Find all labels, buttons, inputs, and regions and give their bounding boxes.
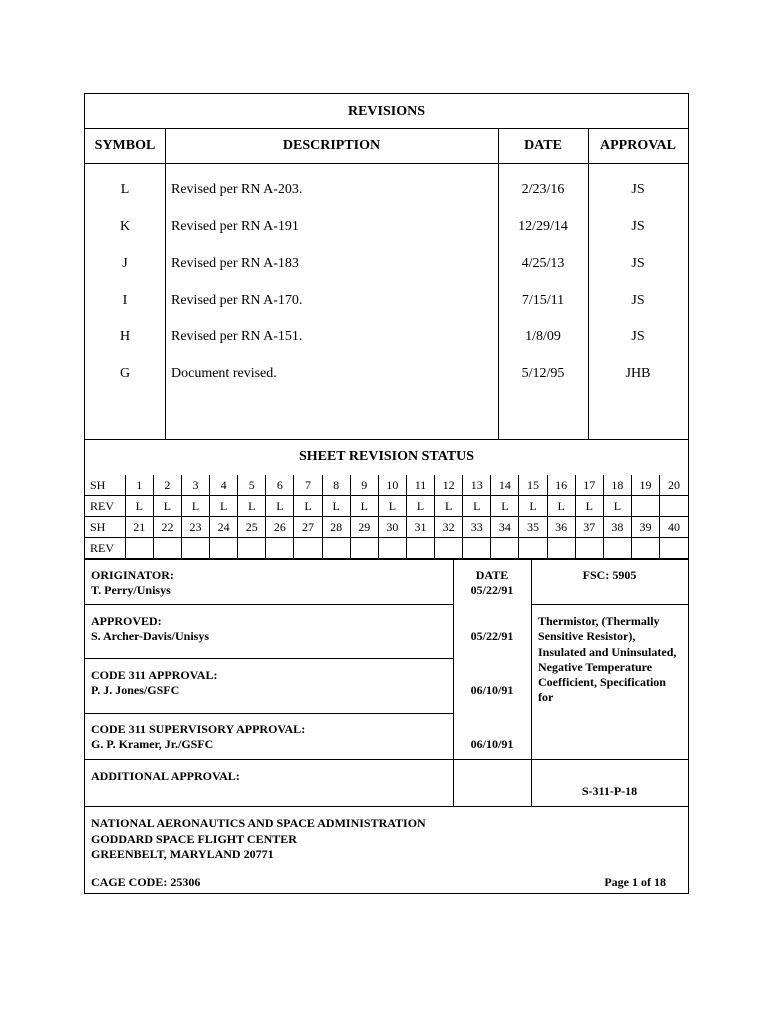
sheet-number: 12 — [435, 475, 463, 496]
originator-date: 05/22/91 — [470, 583, 514, 597]
sh-label: SH — [85, 475, 125, 496]
document-title — [538, 614, 676, 706]
approval-header: APPROVAL — [600, 138, 676, 153]
sheet-number: 16 — [547, 475, 575, 496]
divider — [85, 559, 688, 560]
rev-value — [631, 496, 659, 517]
revision-symbol: L — [120, 182, 130, 197]
sheet-number: 4 — [210, 475, 238, 496]
rev-value — [266, 538, 294, 559]
approved-date: 05/22/91 — [470, 629, 514, 643]
sheet-number: 14 — [491, 475, 519, 496]
fsc-code: FSC: 5905 — [582, 568, 637, 582]
rev-value: L — [378, 496, 406, 517]
divider — [85, 604, 453, 605]
additional-approval-label: ADDITIONAL APPROVAL: — [91, 769, 240, 783]
sh-label: SH — [85, 517, 125, 538]
document-number: S-311-P-18 — [581, 784, 638, 798]
code311-date: 06/10/91 — [470, 683, 514, 697]
supervisory-name: G. P. Kramer, Jr./GSFC — [91, 737, 214, 751]
revision-symbol: K — [119, 219, 131, 234]
revision-symbol: G — [119, 366, 131, 381]
divider — [85, 439, 688, 440]
rev-value: L — [406, 496, 434, 517]
page-number: Page 1 of 18 — [604, 875, 666, 889]
sheet-number: 35 — [519, 517, 547, 538]
rev-value — [125, 538, 153, 559]
sheet-number: 30 — [378, 517, 406, 538]
revision-approval: JS — [631, 182, 645, 197]
revision-date: 2/23/16 — [521, 182, 565, 197]
rev-value: L — [547, 496, 575, 517]
cage-code: CAGE CODE: 25306 — [91, 875, 201, 889]
revision-description: Document revised. — [171, 366, 277, 381]
rev-value — [435, 538, 463, 559]
rev-label: REV — [85, 538, 125, 559]
organization-line: GODDARD SPACE FLIGHT CENTER — [91, 831, 297, 846]
rev-value: L — [294, 496, 322, 517]
rev-value — [603, 538, 631, 559]
divider — [85, 759, 531, 760]
document-title-line: Negative Temperature — [538, 659, 653, 674]
divider — [85, 806, 688, 807]
rev-value: L — [575, 496, 603, 517]
column-divider — [498, 128, 499, 439]
code311-label: CODE 311 APPROVAL: — [91, 668, 218, 682]
sheet-number: 40 — [660, 517, 688, 538]
sheet-number: 33 — [463, 517, 491, 538]
sheet-number: 17 — [575, 475, 603, 496]
sheet-number: 26 — [266, 517, 294, 538]
revision-symbol: H — [119, 329, 131, 344]
rev-value — [378, 538, 406, 559]
revisions-title: REVISIONS — [347, 104, 426, 119]
revision-description: Revised per RN A-191 — [171, 219, 299, 234]
rev-value: L — [266, 496, 294, 517]
sheet-status-table — [85, 475, 688, 559]
sheet-number: 27 — [294, 517, 322, 538]
sheet-number: 20 — [660, 475, 688, 496]
rev-value — [519, 538, 547, 559]
symbol-header: SYMBOL — [94, 138, 156, 153]
rev-value — [547, 538, 575, 559]
sheet-number: 2 — [153, 475, 181, 496]
sheet-number: 5 — [238, 475, 266, 496]
sheet-number: 24 — [210, 517, 238, 538]
sheet-number: 21 — [125, 517, 153, 538]
sheet-number: 28 — [322, 517, 350, 538]
rev-value — [181, 538, 209, 559]
revision-approval: JS — [631, 219, 645, 234]
rev-value: L — [350, 496, 378, 517]
column-divider — [531, 559, 532, 806]
approved-name: S. Archer-Davis/Unisys — [91, 629, 210, 643]
revision-description: Revised per RN A-183 — [171, 256, 299, 271]
rev-value — [463, 538, 491, 559]
sheet-number: 31 — [406, 517, 434, 538]
revision-symbol: J — [122, 256, 128, 271]
sheet-number: 3 — [181, 475, 209, 496]
rev-row — [85, 538, 688, 559]
rev-value: L — [238, 496, 266, 517]
rev-value: L — [322, 496, 350, 517]
sheet-number: 23 — [181, 517, 209, 538]
organization-line: NATIONAL AERONAUTICS AND SPACE ADMINISTRATION — [91, 816, 426, 830]
rev-value — [294, 538, 322, 559]
sheet-row — [85, 517, 688, 538]
sheet-number: 25 — [238, 517, 266, 538]
document-frame — [84, 93, 689, 894]
sheet-status-title: SHEET REVISION STATUS — [298, 449, 475, 464]
divider — [85, 658, 453, 659]
column-divider — [165, 128, 166, 439]
rev-label: REV — [85, 496, 125, 517]
sheet-number: 9 — [350, 475, 378, 496]
rev-value: L — [463, 496, 491, 517]
revision-date: 7/15/11 — [521, 293, 565, 308]
approved-label: APPROVED: — [91, 614, 162, 628]
sheet-number: 32 — [435, 517, 463, 538]
divider — [85, 713, 453, 714]
divider — [85, 128, 688, 129]
sheet-row — [85, 475, 688, 496]
divider — [85, 163, 688, 164]
divider — [531, 604, 688, 605]
divider — [531, 759, 688, 760]
document-title-line: Coefficient, Specification — [538, 675, 666, 690]
rev-value: L — [435, 496, 463, 517]
sheet-number: 15 — [519, 475, 547, 496]
revision-date: 12/29/14 — [518, 219, 568, 234]
revision-approval: JS — [631, 293, 645, 308]
rev-value — [660, 496, 688, 517]
sheet-number: 8 — [322, 475, 350, 496]
rev-value: L — [153, 496, 181, 517]
rev-value — [350, 538, 378, 559]
revision-date: 5/12/95 — [521, 366, 565, 381]
sheet-number: 11 — [406, 475, 434, 496]
sheet-number: 7 — [294, 475, 322, 496]
date-label: DATE — [475, 568, 509, 582]
rev-value: L — [210, 496, 238, 517]
date-header: DATE — [524, 138, 562, 153]
sheet-number: 37 — [575, 517, 603, 538]
revision-symbol: I — [122, 293, 128, 308]
originator-name: T. Perry/Unisys — [91, 583, 171, 597]
sheet-number: 19 — [631, 475, 659, 496]
document-title-line: Insulated and Uninsulated, — [538, 644, 677, 659]
rev-value — [153, 538, 181, 559]
document-title-line: for — [538, 690, 554, 705]
document-title-line: Thermistor, (Thermally — [538, 614, 660, 628]
rev-value: L — [491, 496, 519, 517]
rev-value — [491, 538, 519, 559]
sheet-number: 38 — [603, 517, 631, 538]
originator-label: ORIGINATOR: — [91, 568, 174, 582]
column-divider — [588, 128, 589, 439]
rev-row — [85, 496, 688, 517]
sheet-number: 1 — [125, 475, 153, 496]
rev-value — [406, 538, 434, 559]
rev-value — [322, 538, 350, 559]
rev-value: L — [603, 496, 631, 517]
sheet-number: 39 — [631, 517, 659, 538]
rev-value: L — [181, 496, 209, 517]
revision-description: Revised per RN A-170. — [171, 293, 303, 308]
revision-date: 4/25/13 — [521, 256, 565, 271]
sheet-number: 13 — [463, 475, 491, 496]
rev-value — [210, 538, 238, 559]
sheet-number: 6 — [266, 475, 294, 496]
rev-value: L — [125, 496, 153, 517]
revision-date: 1/8/09 — [525, 329, 561, 344]
organization-address — [91, 816, 426, 863]
rev-value — [238, 538, 266, 559]
organization-line: GREENBELT, MARYLAND 20771 — [91, 847, 274, 861]
sheet-number: 29 — [350, 517, 378, 538]
rev-value: L — [519, 496, 547, 517]
revision-approval: JS — [631, 329, 645, 344]
rev-value — [575, 538, 603, 559]
rev-value — [631, 538, 659, 559]
sheet-number: 10 — [378, 475, 406, 496]
revision-approval: JHB — [625, 366, 651, 381]
sheet-number: 18 — [603, 475, 631, 496]
supervisory-date: 06/10/91 — [470, 737, 514, 751]
sheet-number: 34 — [491, 517, 519, 538]
sheet-number: 22 — [153, 517, 181, 538]
document-title-line: Sensitive Resistor), — [538, 629, 636, 644]
code311-name: P. J. Jones/GSFC — [91, 683, 180, 697]
supervisory-label: CODE 311 SUPERVISORY APPROVAL: — [91, 722, 306, 736]
sheet-number: 36 — [547, 517, 575, 538]
rev-value — [660, 538, 688, 559]
description-header: DESCRIPTION — [282, 138, 381, 153]
revision-description: Revised per RN A-151. — [171, 329, 303, 344]
revision-description: Revised per RN A-203. — [171, 182, 303, 197]
revision-approval: JS — [631, 256, 645, 271]
